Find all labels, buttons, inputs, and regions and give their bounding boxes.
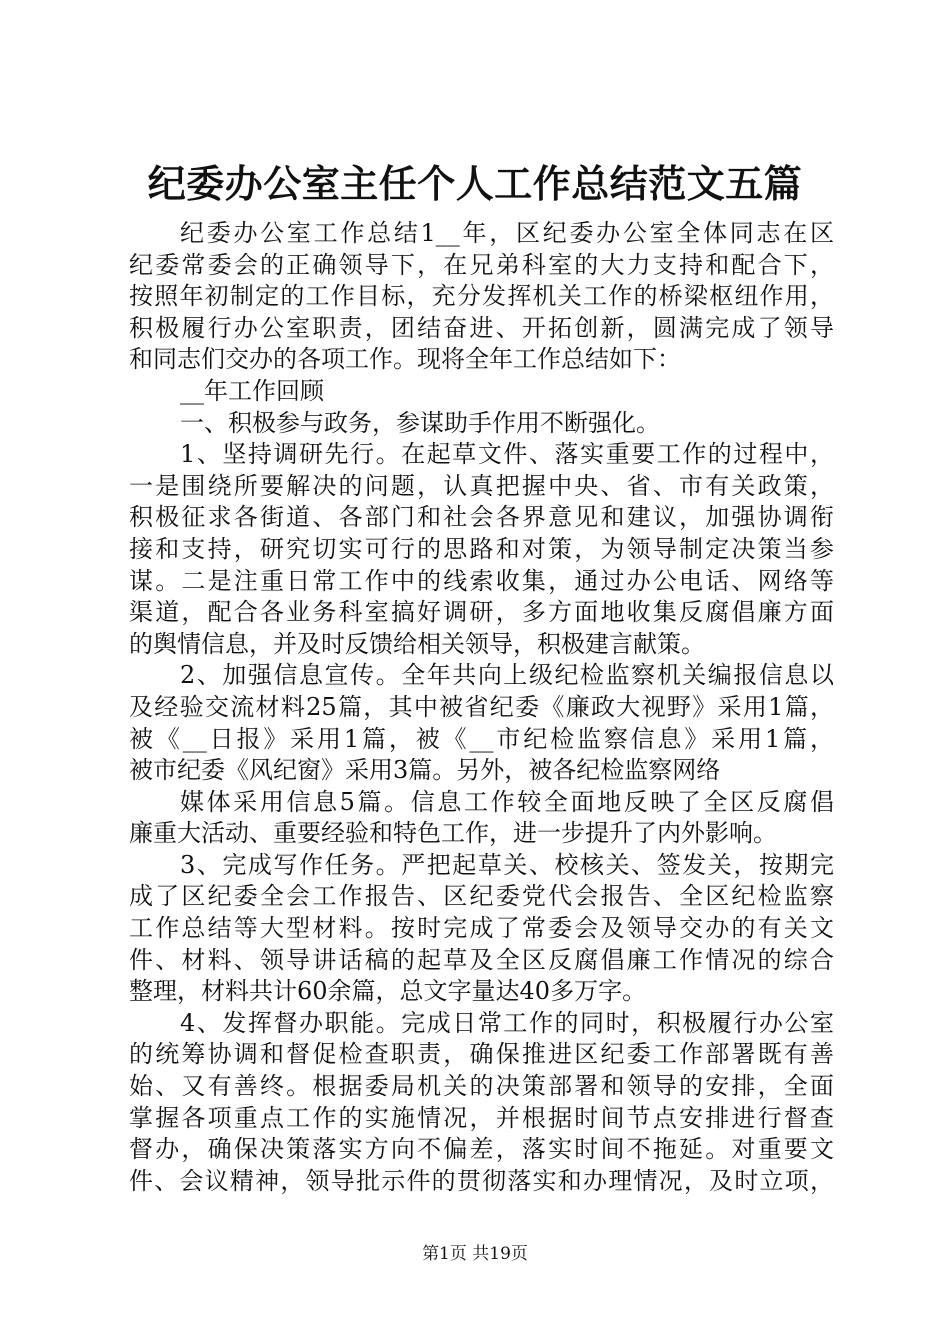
body-line: 一是围绕所要解决的问题，认真把握中央、省、市有关政策， <box>129 471 834 500</box>
body-line: 2、加强信息宣传。全年共向上级纪检监察机关编报信息以 <box>180 661 834 690</box>
body-line: 媒体采用信息5篇。信息工作较全面地反映了全区反腐倡 <box>180 787 834 816</box>
body-line: 掌握各项重点工作的实施情况，并根据时间节点安排进行督查 <box>129 1103 834 1132</box>
body-line: 渠道，配合各业务科室搞好调研，多方面地收集反腐倡廉方面 <box>129 598 834 627</box>
body-line: 及经验交流材料25篇，其中被省纪委《廉政大视野》采用1篇， <box>129 692 834 721</box>
body-line: 1、坚持调研先行。在起草文件、落实重要工作的过程中， <box>180 440 834 469</box>
body-line: 成了区纪委全会工作报告、区纪委党代会报告、全区纪检监察 <box>129 882 834 911</box>
page-footer: 第1页 共19页 <box>422 1244 528 1264</box>
body-line: 3、完成写作任务。严把起草关、校核关、签发关，按期完 <box>180 850 834 879</box>
body-line: __年工作回顾 <box>180 376 324 405</box>
body-line: 被《__日报》采用1篇，被《__市纪检监察信息》采用1篇， <box>129 724 834 753</box>
body-line: 积极履行办公室职责，团结奋进、开拓创新，圆满完成了领导 <box>129 313 834 342</box>
body-line: 谋。二是注重日常工作中的线索收集，通过办公电话、网络等 <box>129 566 834 595</box>
body-line: 4、发挥督办职能。完成日常工作的同时，积极履行办公室 <box>180 1008 834 1037</box>
body-line: 纪委常委会的正确领导下，在兄弟科室的大力支持和配合下， <box>129 250 834 279</box>
body-line: 工作总结等大型材料。按时完成了常委会及领导交办的有关文 <box>129 914 834 943</box>
body-line: 的舆情信息，并及时反馈给相关领导，积极建言献策。 <box>129 629 705 658</box>
body-line: 被市纪委《风纪窗》采用3篇。另外，被各纪检监察网络 <box>129 756 721 785</box>
body-line: 一、积极参与政务，参谋助手作用不断强化。 <box>180 408 660 437</box>
document-title: 纪委办公室主任个人工作总结范文五篇 <box>147 161 803 206</box>
body-line: 廉重大活动、重要经验和特色工作，进一步提升了内外影响。 <box>129 819 777 848</box>
body-line: 按照年初制定的工作目标，充分发挥机关工作的桥梁枢纽作用， <box>129 282 834 311</box>
body-line: 整理，材料共计60余篇，总文字量达40多万字。 <box>129 977 647 1006</box>
body-line: 督办，确保决策落实方向不偏差，落实时间不拖延。对重要文 <box>129 1135 834 1164</box>
body-line: 和同志们交办的各项工作。现将全年工作总结如下： <box>129 345 681 374</box>
body-line: 积极征求各街道、各部门和社会各界意见和建议，加强协调衔 <box>129 503 834 532</box>
body-line: 始、又有善终。根据委局机关的决策部署和领导的安排，全面 <box>129 1072 834 1101</box>
body-line: 件、会议精神，领导批示件的贯彻落实和办理情况，及时立项， <box>129 1166 834 1195</box>
body-line: 接和支持，研究切实可行的思路和对策，为领导制定决策当参 <box>129 534 834 563</box>
body-line: 的统筹协调和督促检查职责，确保推进区纪委工作部署既有善 <box>129 1040 834 1069</box>
body-line: 件、材料、领导讲话稿的起草及全区反腐倡廉工作情况的综合 <box>129 945 834 974</box>
document-body <box>129 218 834 1197</box>
body-line: 纪委办公室工作总结1__年，区纪委办公室全体同志在区 <box>180 219 834 247</box>
